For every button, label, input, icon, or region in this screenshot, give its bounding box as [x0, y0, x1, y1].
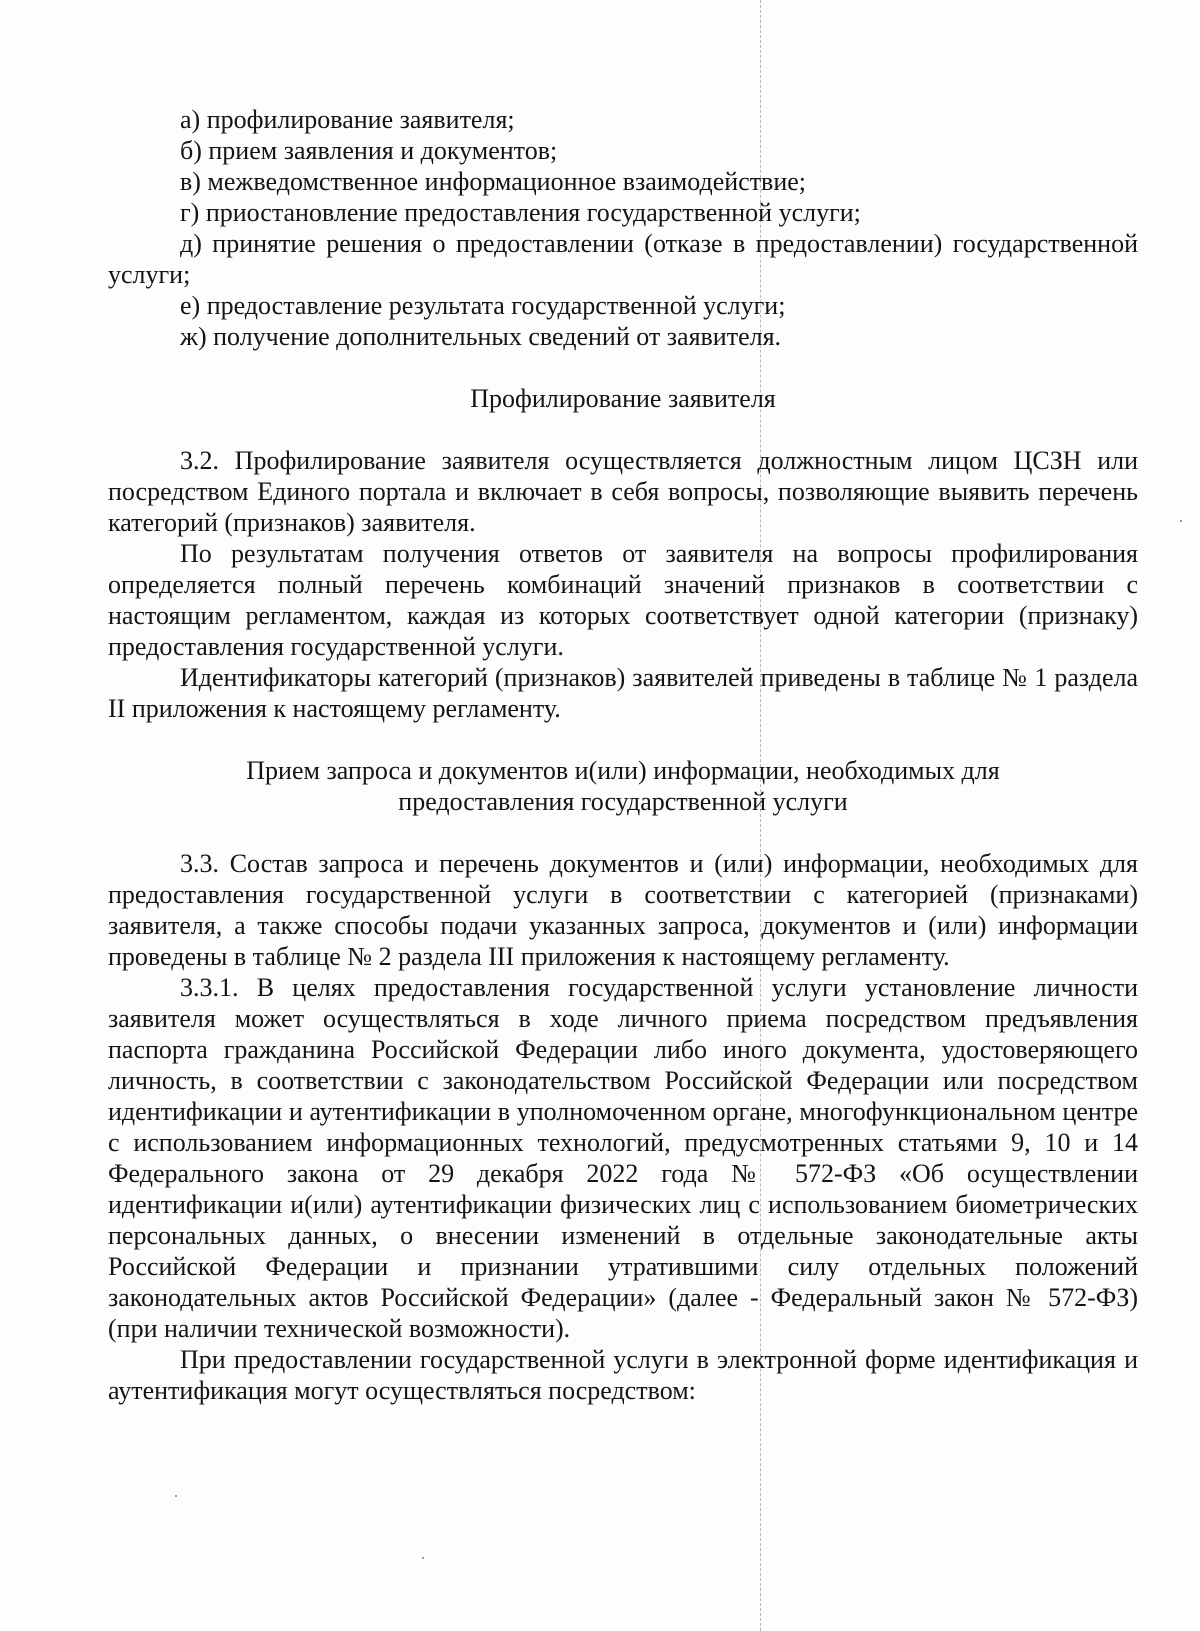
- paragraph: 3.3. Состав запроса и перечень документов и (или) информации, необходимых для предоставления государственной услуги в соответствии с категорией (признаками) заявителя, а также способы подачи указанных запроса, документов и (или) информации проведены в таблице № 2 раздела III приложения к настоящему регламенту.: [108, 849, 1138, 971]
- list-item: г) приостановление предоставления государственной услуги;: [180, 198, 861, 227]
- scan-speck: [1180, 520, 1182, 522]
- list-item: е) предоставление результата государственной услуги;: [180, 291, 786, 320]
- section-heading-reception: [108, 755, 1138, 817]
- scan-speck: [175, 1495, 177, 1497]
- section-heading-profiling: Профилирование заявителя: [470, 384, 776, 413]
- list-item: а) профилирование заявителя;: [180, 105, 515, 134]
- document-body: [108, 104, 1138, 1406]
- paragraph: 3.2. Профилирование заявителя осуществляется должностным лицом ЦСЗН или посредством Единого портала и включает в себя вопросы, позволяющие выявить перечень категорий (признаков) заявителя.: [108, 446, 1138, 537]
- section-heading-line: Прием запроса и документов и(или) информации, необходимых для: [246, 756, 1000, 785]
- paragraph: По результатам получения ответов от заявителя на вопросы профилирования определяется полный перечень комбинаций значений признаков в соответствии с настоящим регламентом, каждая из которых соответствует одной категории (признаку) предоставления государственной услуги.: [108, 539, 1138, 661]
- section-heading-line: предоставления государственной услуги: [398, 787, 848, 816]
- paragraph: При предоставлении государственной услуги в электронной форме идентификация и аутентификация могут осуществляться посредством:: [108, 1345, 1138, 1405]
- list-item: д) принятие решения о предоставлении (отказе в предоставлении) государственной услуги;: [108, 229, 1138, 289]
- list-item: ж) получение дополнительных сведений от заявителя.: [180, 322, 782, 351]
- list-item: в) межведомственное информационное взаимодействие;: [180, 167, 807, 196]
- list-item: б) прием заявления и документов;: [180, 136, 558, 165]
- scan-speck: [422, 1557, 424, 1559]
- paragraph: Идентификаторы категорий (признаков) заявителей приведены в таблице № 1 раздела II приложения к настоящему регламенту.: [108, 663, 1138, 723]
- paragraph: 3.3.1. В целях предоставления государственной услуги установление личности заявителя может осуществляться в ходе личного приема посредством предъявления паспорта гражданина Российской Федерации либо иного документа, удостоверяющего личность, в соответствии с законодательством Российской Федерации или посредством идентификации и аутентификации в уполномоченном органе, многофункциональном центре с использованием информационных технологий, предусмотренных статьями 9, 10 и 14 Федерального закона от 29 декабря 2022 года № 572-ФЗ «Об осуществлении идентификации и(или) аутентификации физических лиц с использованием биометрических персональных данных, о внесении изменений в отдельные законодательные акты Российской Федерации и признании утратившими силу отдельных положений законодательных актов Российской Федерации» (далее - Федеральный закон № 572-ФЗ) (при наличии технической возможности).: [108, 973, 1138, 1343]
- procedure-list: [108, 104, 1138, 352]
